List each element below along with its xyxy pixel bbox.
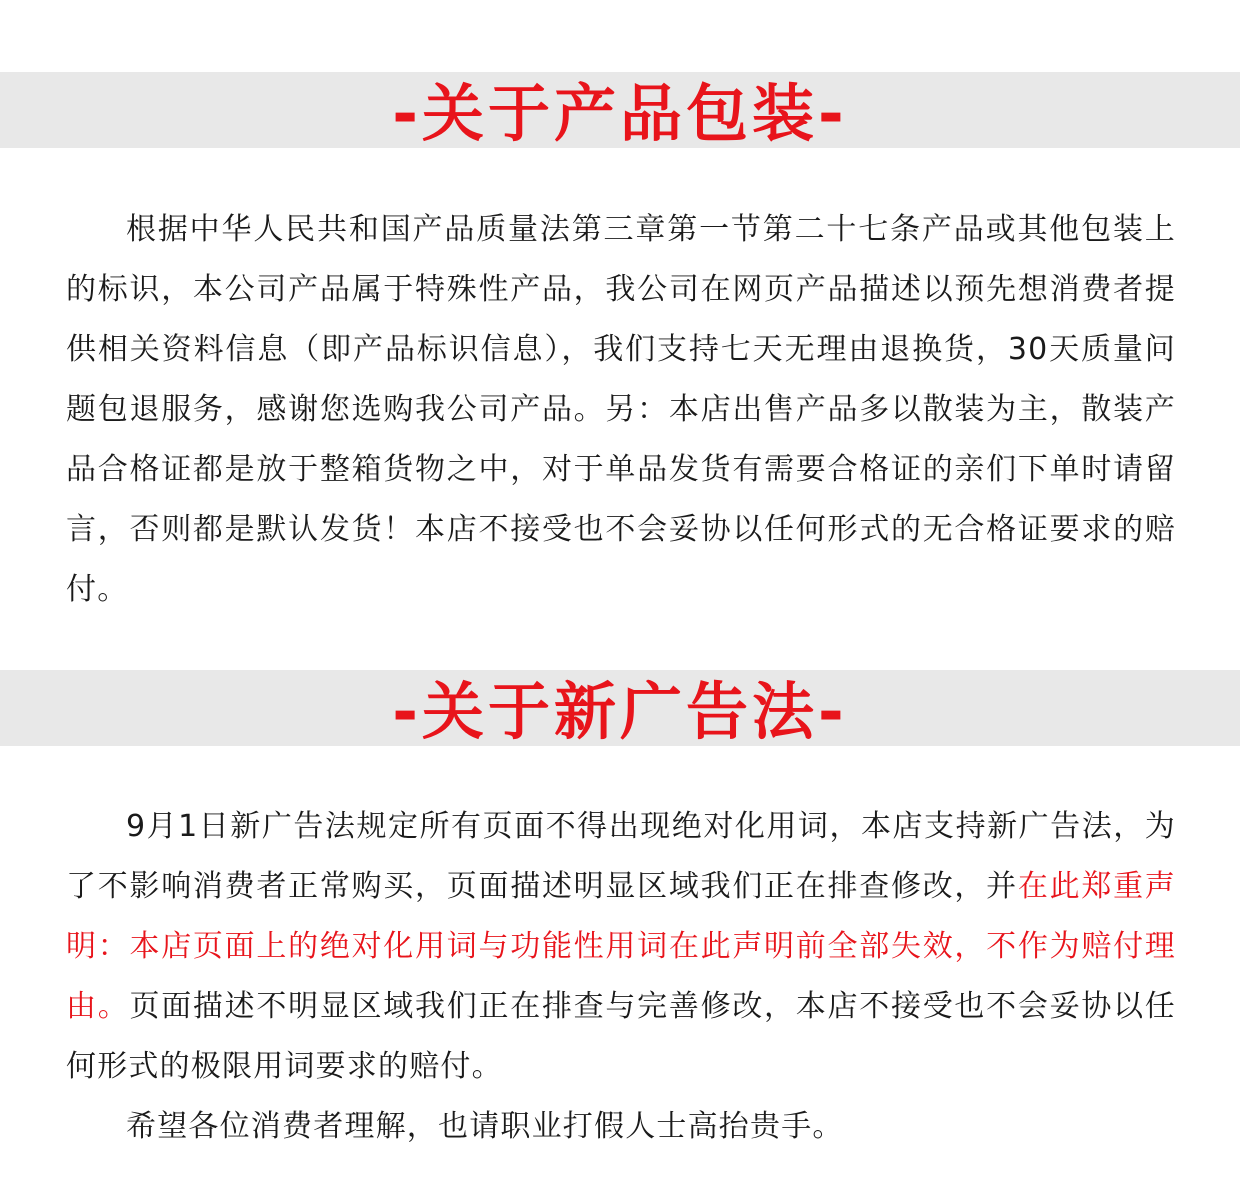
advertising-law-intro: 9月1日新广告法规定所有页面不得出现绝对化用词，本店支持新广告法，为了不影响消费者正常购买，页面描述明显区域我们正在排查修改，并 (66, 809, 1176, 904)
section-1-body (66, 200, 1176, 620)
packaging-paragraph: 根据中华人民共和国产品质量法第三章第一节第二十七条产品或其他包装上的标识，本公司产品属于特殊性产品，我公司在网页产品描述以预先想消费者提供相关资料信息（即产品标识信息），我们支持七天无理由退换货，30天质量问题包退服务，感谢您选购我公司产品。另：本店出售产品多以散装为主，散装产品合格证都是放于整箱货物之中，对于单品发货有需要合格证的亲们下单时请留言，否则都是默认发货！本店不接受也不会妥协以任何形式的无合格证要求的赔付。 (66, 212, 1176, 607)
closing-paragraph: 希望各位消费者理解，也请职业打假人士高抬贵手。 (126, 1109, 844, 1144)
section-1-title: -关于产品包装- (392, 77, 848, 150)
advertising-law-outro: 页面描述不明显区域我们正在排查与完善修改，本店不接受也不会妥协以任何形式的极限用词要求的赔付。 (66, 989, 1176, 1084)
section-1-banner (0, 72, 1240, 148)
advertising-law-paragraph (66, 797, 1176, 1097)
section-2-banner (0, 670, 1240, 746)
section-2-body (66, 797, 1176, 1157)
advertising-law-declaration: 在此郑重声明：本店页面上的绝对化用词与功能性用词在此声明前全部失效，不作为赔付理由。 (66, 869, 1177, 1024)
section-2-title: -关于新广告法- (392, 675, 848, 748)
